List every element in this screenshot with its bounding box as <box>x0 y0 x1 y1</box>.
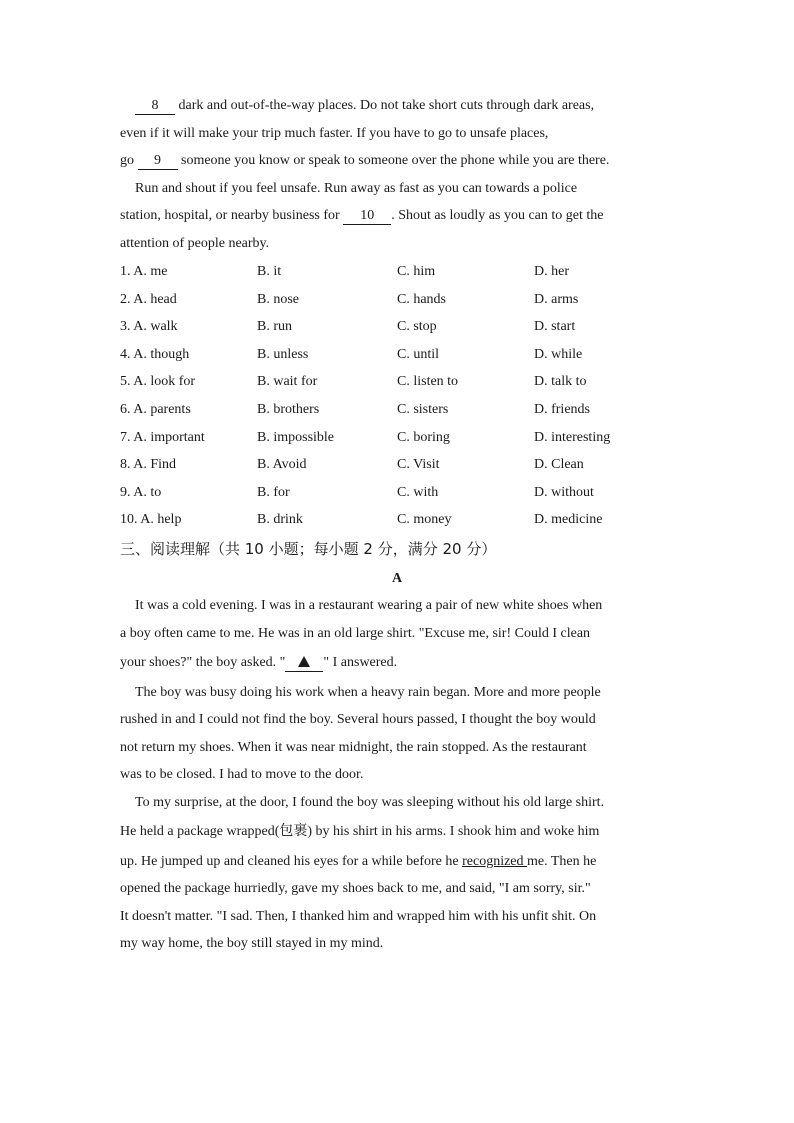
cloze-text: station, hospital, or nearby business for <box>120 208 344 223</box>
passage-text: up. He jumped up and cleaned his eyes for a while before he <box>120 854 463 869</box>
option-row <box>120 291 680 309</box>
passage-line: rushed in and I could not find the boy. Several hours passed, I thought the boy would <box>120 712 596 727</box>
cloze-line: Run and shout if you feel unsafe. Run away as fast as you can towards a police <box>135 181 578 196</box>
option-c: C. listen to <box>397 374 459 390</box>
option-b: B. drink <box>257 512 303 528</box>
option-b: B. impossible <box>257 429 335 445</box>
option-a: 9. A. to <box>120 484 162 500</box>
passage-text: me. Then he <box>527 854 597 869</box>
section-heading: 三、阅读理解（共 10 小题；每小题 2 分，满分 20 分） <box>120 540 497 558</box>
option-c: C. him <box>397 264 436 279</box>
option-a: 8. A. Find <box>120 457 177 473</box>
option-d: D. Clean <box>534 457 584 473</box>
option-a: 3. A. walk <box>120 319 178 335</box>
option-a: 4. A. though <box>120 346 190 362</box>
passage-line: The boy was busy doing his work when a heavy rain began. More and more people <box>135 685 601 700</box>
option-row <box>120 429 680 447</box>
option-row <box>120 318 680 336</box>
passage-line <box>120 853 596 871</box>
passage-label: A <box>391 571 403 586</box>
passage-line: was to be closed. I had to move to the door. <box>120 767 364 782</box>
option-b: B. nose <box>257 291 299 307</box>
option-c: C. sisters <box>397 402 449 417</box>
option-row <box>120 456 680 474</box>
triangle-icon <box>298 656 310 667</box>
passage-line: To my surprise, at the door, I found the boy was sleeping without his old large shirt. <box>135 795 605 810</box>
option-c: C. money <box>397 512 452 528</box>
option-d: D. start <box>534 319 576 335</box>
option-row <box>120 346 680 364</box>
option-row <box>120 511 680 529</box>
cloze-line: even if it will make your trip much faster. If you have to go to unsafe places, <box>120 126 549 141</box>
passage-line: not return my shoes. When it was near midnight, the rain stopped. As the restaurant <box>120 740 587 755</box>
answer-blank <box>285 655 323 672</box>
option-a: 6. A. parents <box>120 402 191 417</box>
option-b: B. unless <box>257 346 309 362</box>
passage-line: It doesn't matter. "I sad. Then, I thanked him and wrapped him with his unfit shit. On <box>120 909 597 924</box>
option-b: B. brothers <box>257 402 320 417</box>
option-c: C. Visit <box>397 457 440 473</box>
blank-8: 8 <box>135 98 175 115</box>
option-c: C. with <box>397 484 439 500</box>
blank-9: 9 <box>138 153 178 170</box>
option-d: D. her <box>534 264 569 279</box>
passage-line: a boy often came to me. He was in an old large shirt. "Excuse me, sir! Could I clean <box>120 626 591 641</box>
option-b: B. it <box>257 264 282 279</box>
option-c: C. until <box>397 346 440 362</box>
cloze-line: attention of people nearby. <box>120 236 270 251</box>
option-b: B. for <box>257 484 290 500</box>
cloze-line <box>120 152 609 170</box>
option-a: 2. A. head <box>120 291 177 307</box>
cloze-text: go <box>120 153 138 168</box>
option-d: D. arms <box>534 291 579 307</box>
cloze-text: . Shout as loudly as you can to get the <box>391 208 604 223</box>
option-b: B. run <box>257 319 292 335</box>
option-b: B. wait for <box>257 374 318 390</box>
option-c: C. boring <box>397 429 450 445</box>
blank-10: 10 <box>343 208 391 225</box>
passage-line: He held a package wrapped(包裹) by his shirt in his arms. I shook him and woke him <box>120 824 600 839</box>
option-row <box>120 484 680 502</box>
option-c: C. hands <box>397 291 446 307</box>
cloze-text: someone you know or speak to someone over the phone while you are there. <box>177 153 610 168</box>
passage-line <box>120 654 397 672</box>
option-a: 10. A. help <box>120 512 182 528</box>
option-d: D. without <box>534 484 594 500</box>
passage-text: your shoes?" the boy asked. " <box>120 655 286 670</box>
option-row <box>120 373 680 391</box>
option-row <box>120 401 680 419</box>
passage-line: It was a cold evening. I was in a restaurant wearing a pair of new white shoes when <box>135 598 603 613</box>
passage-text: " I answered. <box>323 655 398 670</box>
option-a: 5. A. look for <box>120 374 196 390</box>
option-d: D. medicine <box>534 512 603 528</box>
passage-line: my way home, the boy still stayed in my mind. <box>120 936 384 951</box>
option-b: B. Avoid <box>257 457 307 473</box>
cloze-line <box>135 97 594 115</box>
option-d: D. friends <box>534 402 590 417</box>
passage-line: opened the package hurriedly, gave my shoes back to me, and said, "I am sorry, sir." <box>120 881 591 896</box>
option-a: 7. A. important <box>120 429 205 445</box>
option-d: D. while <box>534 346 583 362</box>
option-c: C. stop <box>397 319 437 335</box>
underlined-word: recognized <box>462 854 528 869</box>
option-a: 1. A. me <box>120 264 168 279</box>
cloze-text: dark and out-of-the-way places. Do not take short cuts through dark areas, <box>175 98 595 113</box>
option-d: D. interesting <box>534 429 611 445</box>
option-d: D. talk to <box>534 374 587 390</box>
cloze-line <box>120 207 604 225</box>
option-row <box>120 263 680 281</box>
